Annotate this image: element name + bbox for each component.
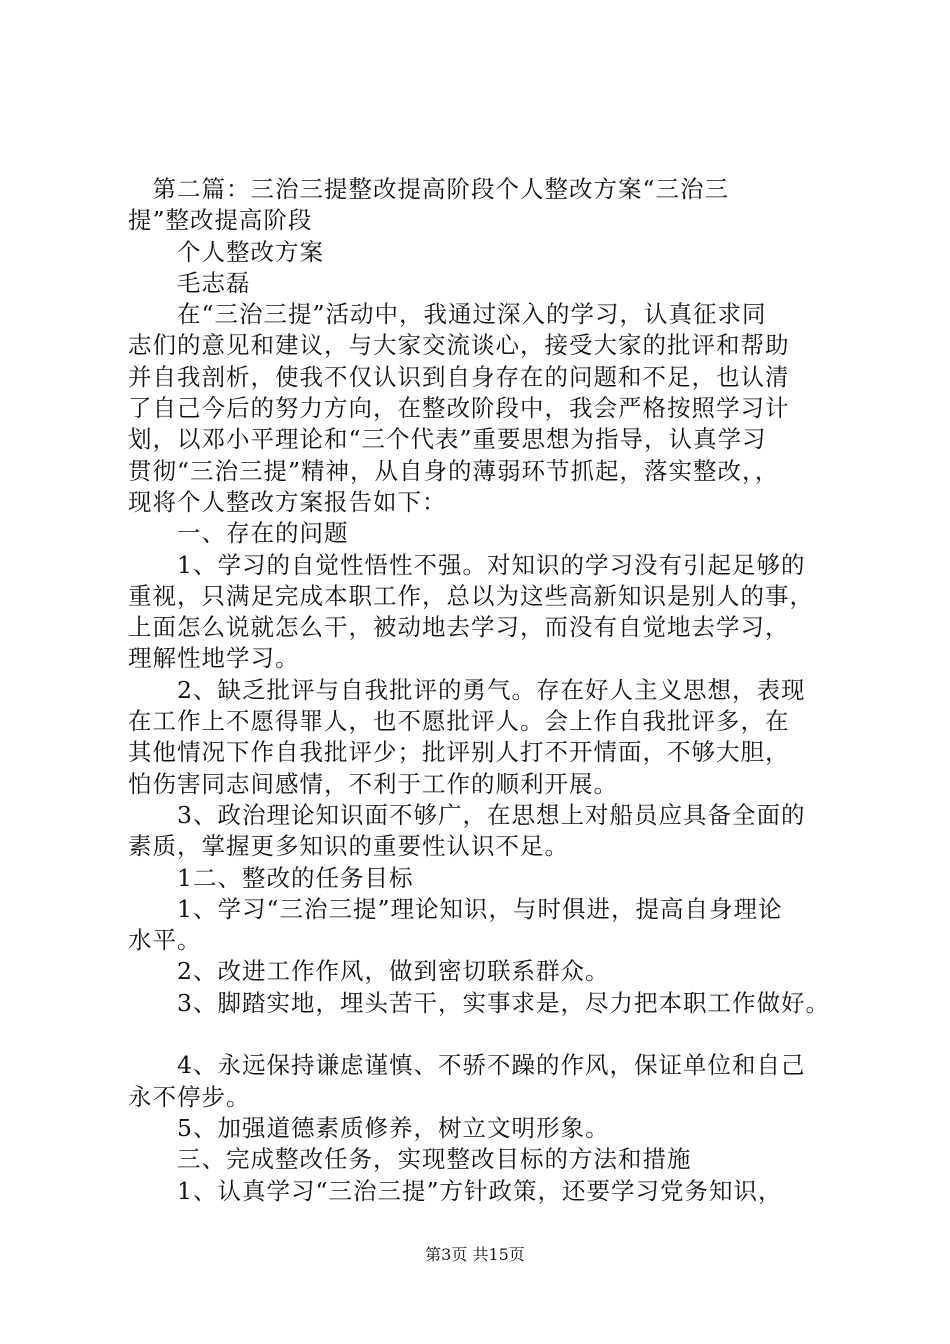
text-line: 水平。 [128, 926, 202, 955]
text-line: 2、改进工作作风，做到密切联系群众。 [128, 957, 610, 986]
text-line: 一、存在的问题 [128, 519, 349, 548]
text-line: 4、永远保持谦虑谨慎、不骄不躁的作风，保证单位和自己 [128, 1051, 806, 1080]
text-line: 3、政治理论知识面不够广，在思想上对船员应具备全面的 [128, 800, 806, 829]
text-line [128, 1019, 833, 1050]
text-line: 1二、整改的任务目标 [128, 863, 414, 892]
text-line: 并自我剖析，使我不仅认识到自身存在的问题和不足，也认清 [128, 362, 790, 391]
text-line: 素质，掌握更多知识的重要性认识不足。 [128, 832, 569, 861]
text-line: 1、学习的自觉性悟性不强。对知识的学习没有引起足够的 [128, 550, 806, 579]
text-line: 其他情况下作自我批评少；批评别人打不开情面，不够大胆， [128, 738, 790, 767]
text-line: 三、完成整改任务，实现整改目标的方法和措施 [128, 1145, 692, 1174]
text-line: 3、脚踏实地，埋头苦干，实事求是，尽力把本职工作做好。 [128, 988, 830, 1017]
text-line: 个人整改方案 [128, 237, 324, 266]
document-body [128, 174, 833, 1207]
text-line: 提”整改提高阶段 [128, 206, 313, 235]
text-line: 怕伤害同志间感情，不利于工作的顺利开展。 [128, 769, 618, 798]
text-line: 划，以邓小平理论和“三个代表”重要思想为指导，认真学习 [128, 425, 767, 454]
text-line: 志们的意见和建议，与大家交流谈心，接受大家的批评和帮助 [128, 331, 790, 360]
text-line: 2、缺乏批评与自我批评的勇气。存在好人主义思想，表现 [128, 675, 806, 704]
text-line: 在“三治三提”活动中，我通过深入的学习，认真征求同 [128, 300, 767, 329]
text-line: 1、学习“三治三提”理论知识，与时俱进，提高自身理论 [128, 894, 783, 923]
text-line: 重视，只满足完成本职工作，总以为这些高新知识是别人的事， [128, 581, 814, 610]
text-line: 理解性地学习。 [128, 644, 300, 673]
text-line: 1、认真学习“三治三提”方针政策，还要学习党务知识， [128, 1176, 783, 1205]
text-line: 5、加强道德素质修养，树立文明形象。 [128, 1113, 610, 1142]
text-line: 贯彻“三治三提”精神，从自身的薄弱环节抓起，落实整改，， [128, 456, 780, 485]
page-footer: 第3页 共15页 [425, 1245, 525, 1264]
text-line: 永不停步。 [128, 1082, 251, 1111]
text-line: 第二篇：三治三提整改提高阶段个人整改方案“三治三 [128, 175, 730, 203]
text-line: 上面怎么说就怎么干，被动地去学习，而没有自觉地去学习， [128, 613, 790, 642]
text-line: 现将个人整改方案报告如下： [128, 487, 447, 516]
text-line: 在工作上不愿得罪人，也不愿批评人。会上作自我批评多，在 [128, 707, 790, 736]
text-line: 了自己今后的努力方向，在整改阶段中，我会严格按照学习计 [128, 394, 790, 423]
text-line: 毛志磊 [128, 268, 251, 297]
